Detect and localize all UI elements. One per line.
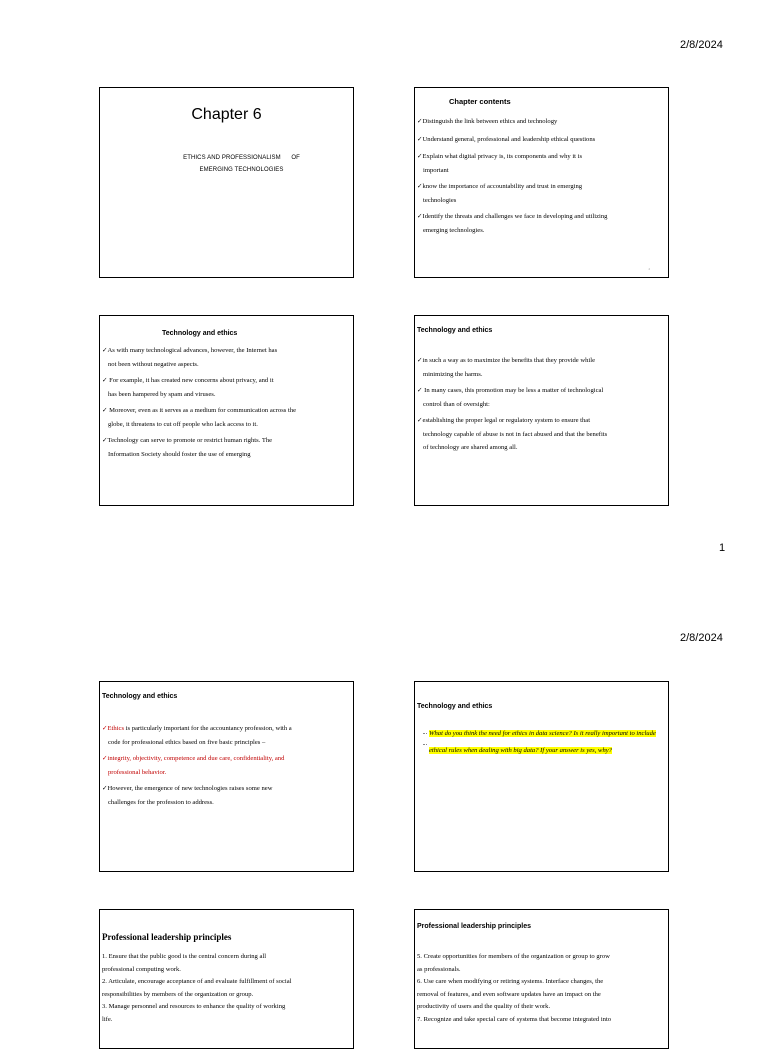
bullet-line: technologies	[423, 196, 457, 204]
principle-line: professional computing work.	[102, 965, 181, 973]
slide-leadership-principles-2	[414, 909, 669, 1049]
ethics-word: Ethics	[107, 725, 125, 732]
tick-mark: ✓	[102, 725, 108, 732]
slide-leadership-principles-1	[99, 909, 354, 1049]
bullet-line: ✓Technology can serve to promote or restrict human rights. The	[102, 437, 273, 444]
principle-line: responsibilities by members of the organization or group.	[102, 990, 254, 998]
principles-list	[417, 951, 665, 1026]
principle-line: productivity of users and the quality of their work.	[417, 1003, 551, 1010]
bullet-line: has been hampered by spam and viruses.	[108, 390, 216, 398]
bullet-line: ✓However, the emergence of new technologies raises some new	[102, 785, 273, 792]
bullet-list	[417, 115, 665, 237]
slide-number: 2	[648, 267, 650, 271]
bullet-list	[102, 344, 350, 461]
slide-heading: Technology and ethics	[102, 693, 178, 700]
bullet-line: ✓ In many cases, this promotion may be less a matter of technological	[417, 387, 604, 394]
bullet-line	[102, 722, 350, 736]
bullet-line: Information Society should foster the use of emerging	[108, 450, 251, 458]
bullet-line: ✓As with many technological advances, however, the Internet has	[102, 347, 278, 354]
bullet-line: challenges for the profession to address.	[108, 798, 214, 806]
principle-line: life.	[102, 1015, 113, 1023]
slide-heading: Professional leadership principles	[417, 923, 531, 930]
bullet-line: code for professional ethics based on five basic principles –	[108, 738, 266, 746]
principle-line: 5. Create opportunities for members of the organization or group to grow	[417, 953, 610, 960]
slide-heading: Technology and ethics	[417, 703, 493, 710]
principle-line: removal of features, and even software updates have an impact on the	[417, 990, 601, 998]
bullet-line: ✓in such a way as to maximize the benefits that they provide while	[417, 357, 596, 364]
bullet-list	[417, 354, 665, 455]
principle-line: 2. Articulate, encourage acceptance of and evaluate fulfillment of social	[102, 978, 292, 985]
bullet-line: globe, it threatens to cut off people who lack access to it.	[108, 420, 258, 428]
page1-date: 2/8/2024	[680, 39, 723, 51]
bullet-line: ✓Understand general, professional and leadership ethical questions	[417, 135, 596, 143]
bullet-line: ✓ For example, it has created new concerns about privacy, and it	[102, 377, 274, 384]
bullet-line: ✓integrity, objectivity, competence and due care, confidentiality, and	[102, 755, 285, 762]
page2-date: 2/8/2024	[680, 632, 723, 644]
bullet-line: ✓Explain what digital privacy is, its components and why it is	[417, 153, 583, 160]
question-line	[429, 744, 665, 758]
slide-chapter-title	[99, 87, 354, 278]
principle-line: 1. Ensure that the public good is the central concern during all	[102, 953, 267, 960]
bullet-line: ✓Identify the threats and challenges we face in developing and utilizing	[417, 213, 608, 220]
bullet-line: important	[423, 166, 449, 174]
slide-heading: Professional leadership principles	[102, 932, 232, 942]
slide-heading: Technology and ethics	[162, 330, 238, 337]
bullet-line: control than of oversight:	[423, 400, 490, 408]
slide-heading: Technology and ethics	[417, 327, 493, 334]
bullet-list	[102, 722, 350, 809]
highlighted-question: What do you think the need for ethics in data science? Is it really important to include	[429, 730, 656, 737]
bullet-line: professional behavior.	[108, 768, 167, 776]
page-number: 1	[719, 542, 726, 554]
principle-line: 7. Recognize and take special care of systems that become integrated into	[417, 1015, 612, 1023]
bullet-line: minimizing the harms.	[423, 370, 483, 378]
slide-technology-ethics-3	[99, 681, 354, 872]
bullet-line: ✓know the importance of accountability and trust in emerging	[417, 183, 583, 190]
principle-line: as professionals.	[417, 965, 461, 973]
dash-mark	[423, 744, 427, 745]
slide-technology-ethics-question	[414, 681, 669, 872]
principle-line: 6. Use care when modifying or retiring systems. Interface changes, the	[417, 978, 604, 985]
chapter-subtitle	[130, 152, 353, 176]
bullet-line: ✓establishing the proper legal or regulatory system to ensure that	[417, 417, 591, 424]
subtitle-line-2: EMERGING TECHNOLOGIES	[199, 167, 284, 173]
slide-chapter-contents	[414, 87, 669, 278]
principles-list	[102, 951, 350, 1026]
question-line	[429, 727, 665, 741]
bullet-line: ✓Distinguish the link between ethics and technology	[417, 118, 558, 125]
bullet-line: of technology are shared among all.	[423, 444, 518, 451]
highlighted-question: ethical rules when dealing with big data? If your answer is yes, why?	[429, 746, 612, 754]
bullet-line: not been without negative aspects.	[108, 360, 199, 368]
slide-heading: Chapter contents	[449, 97, 511, 106]
bullet-line: technology capable of abuse is not in fact abused and that the benefits	[423, 430, 608, 438]
bullet-line: emerging technologies.	[423, 226, 485, 234]
subtitle-line-1: ETHICS AND PROFESSIONALISM OF	[183, 155, 300, 161]
chapter-title: Chapter 6	[191, 106, 262, 123]
question-block	[429, 727, 665, 757]
slide-technology-ethics-1	[99, 315, 354, 506]
bullet-text: is particularly important for the accountancy profession, with a	[124, 725, 292, 732]
slide-technology-ethics-2	[414, 315, 669, 506]
bullet-line: ✓ Moreover, even as it serves as a medium for communication across the	[102, 407, 297, 414]
principle-line: 3. Manage personnel and resources to enhance the quality of working	[102, 1003, 286, 1010]
dash-mark	[423, 733, 427, 734]
